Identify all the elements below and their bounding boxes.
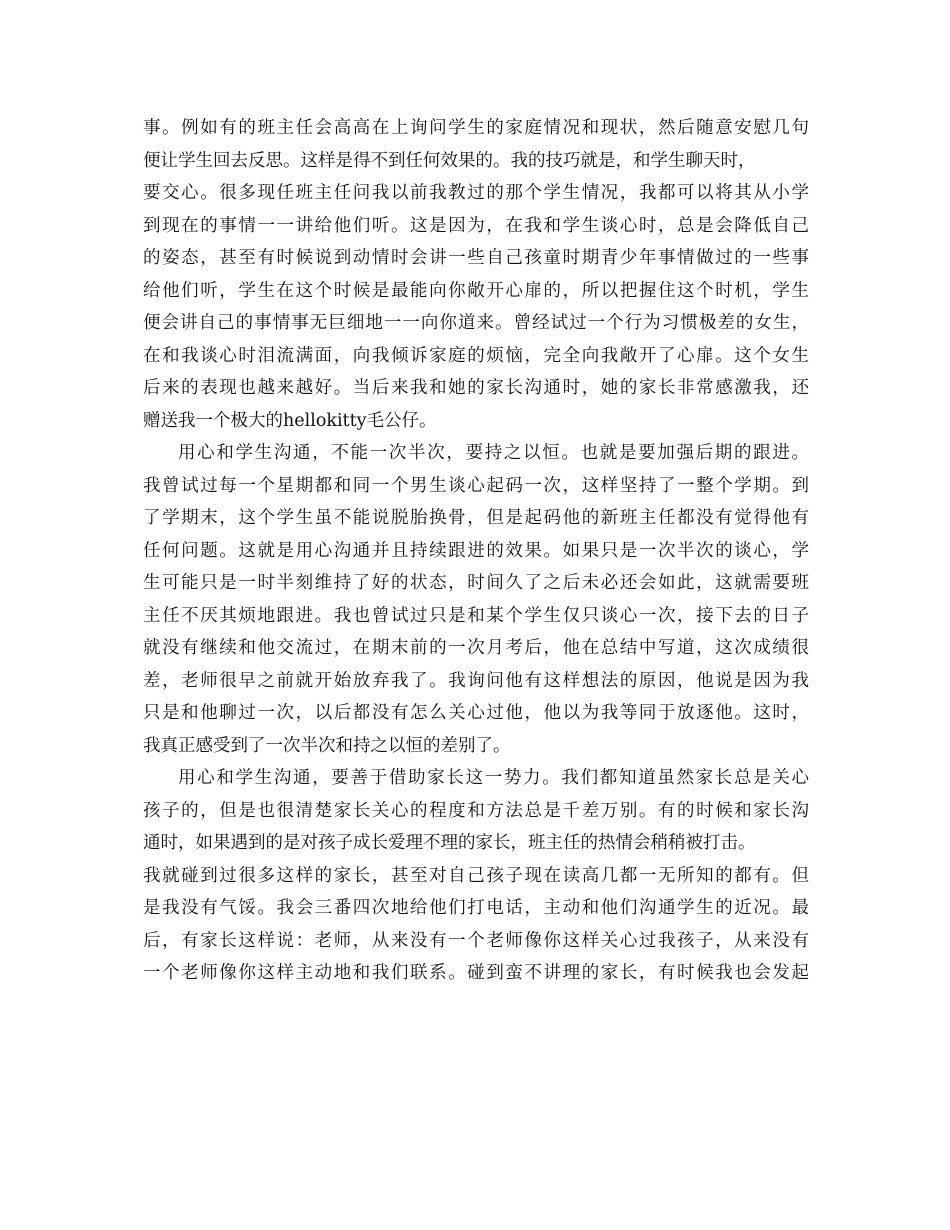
text-line: 了学期末，这个学生虽不能说脱胎换骨，但是起码他的新班主任都没有觉得他有 bbox=[143, 508, 809, 528]
text-line: 在和我谈心时泪流满面，向我倾诉家庭的烦恼，完全向我敞开了心扉。这个女生 bbox=[143, 345, 809, 366]
text-line: 任何问题。这就是用心沟通并且持续跟进的效果。如果只是一次半次的谈心，学 bbox=[143, 540, 809, 561]
text-line: 孩子的，但是也很清楚家长关心的程度和方法总是千差万别。有的时候和家长沟 bbox=[143, 800, 809, 821]
text-line: 要交心。很多现任班主任问我以前我教过的那个学生情况，我都可以将其从小学 bbox=[143, 183, 809, 203]
text-line: 一个老师像你这样主动地和我们联系。碰到蛮不讲理的家长，有时候我也会发起 bbox=[143, 963, 809, 983]
text-line: 我曾试过每一个星期都和同一个男生谈心起码一次，这样坚持了一整个学期。到 bbox=[143, 475, 809, 496]
text-line: 的姿态，甚至有时候说到动情时会讲一些自己孩童时期青少年事情做过的一些事 bbox=[143, 248, 809, 268]
text-line: 到现在的事情一一讲给他们听。这是因为，在我和学生谈心时，总是会降低自己 bbox=[143, 215, 809, 236]
text-line: 我就碰到过很多这样的家长，甚至对自己孩子现在读高几都一无所知的都有。但 bbox=[143, 865, 809, 886]
text-line: 后来的表现也越来越好。当后来我和她的家长沟通时，她的家长非常感激我，还 bbox=[143, 378, 809, 398]
text-line: 赠送我一个极大的hellokitty毛公仔。 bbox=[143, 410, 437, 431]
text-line: 就没有继续和他交流过，在期末前的一次月考后，他在总结中写道，这次成绩很 bbox=[143, 638, 809, 658]
text-line: 只是和他聊过一次，以后都没有怎么关心过他，他以为我等同于放逐他。这时， bbox=[143, 703, 809, 723]
text-line: 给他们听，学生在这个时候是最能向你敞开心扉的，所以把握住这个时机，学生 bbox=[143, 280, 809, 301]
text-line: 主任不厌其烦地跟进。我也曾试过只是和某个学生仅只谈心一次，接下去的日子 bbox=[143, 605, 809, 626]
paragraph-first-line: 用心和学生沟通，不能一次半次，要持之以恒。也就是要加强后期的跟进。 bbox=[178, 443, 809, 463]
text-line: 我真正感受到了一次半次和持之以恒的差别了。 bbox=[143, 735, 511, 756]
text-line: 事。例如有的班主任会高高在上询问学生的家庭情况和现状，然后随意安慰几句 bbox=[143, 118, 809, 138]
document-body bbox=[143, 112, 809, 990]
text-line: 便会讲自己的事情事无巨细地一一向你道来。曾经试过一个行为习惯极差的女生， bbox=[143, 313, 809, 333]
text-line: 是我没有气馁。我会三番四次地给他们打电话，主动和他们沟通学生的近况。最 bbox=[143, 898, 809, 918]
paragraph-first-line: 用心和学生沟通，要善于借助家长这一势力。我们都知道虽然家长总是关心 bbox=[178, 768, 809, 788]
text-line: 生可能只是一时半刻维持了好的状态，时间久了之后未必还会如此，这就需要班 bbox=[143, 573, 809, 593]
text-line: 后，有家长这样说：老师，从来没有一个老师像你这样关心过我孩子，从来没有 bbox=[143, 930, 809, 951]
text-line: 便让学生回去反思。这样是得不到任何效果的。我的技巧就是，和学生聊天时， bbox=[143, 150, 756, 171]
text-line: 通时，如果遇到的是对孩子成长爱理不理的家长，班主任的热情会稍稍被打击。 bbox=[143, 833, 756, 853]
text-line: 差，老师很早之前就开始放弃我了。我询问他有这样想法的原因，他说是因为我 bbox=[143, 670, 809, 691]
